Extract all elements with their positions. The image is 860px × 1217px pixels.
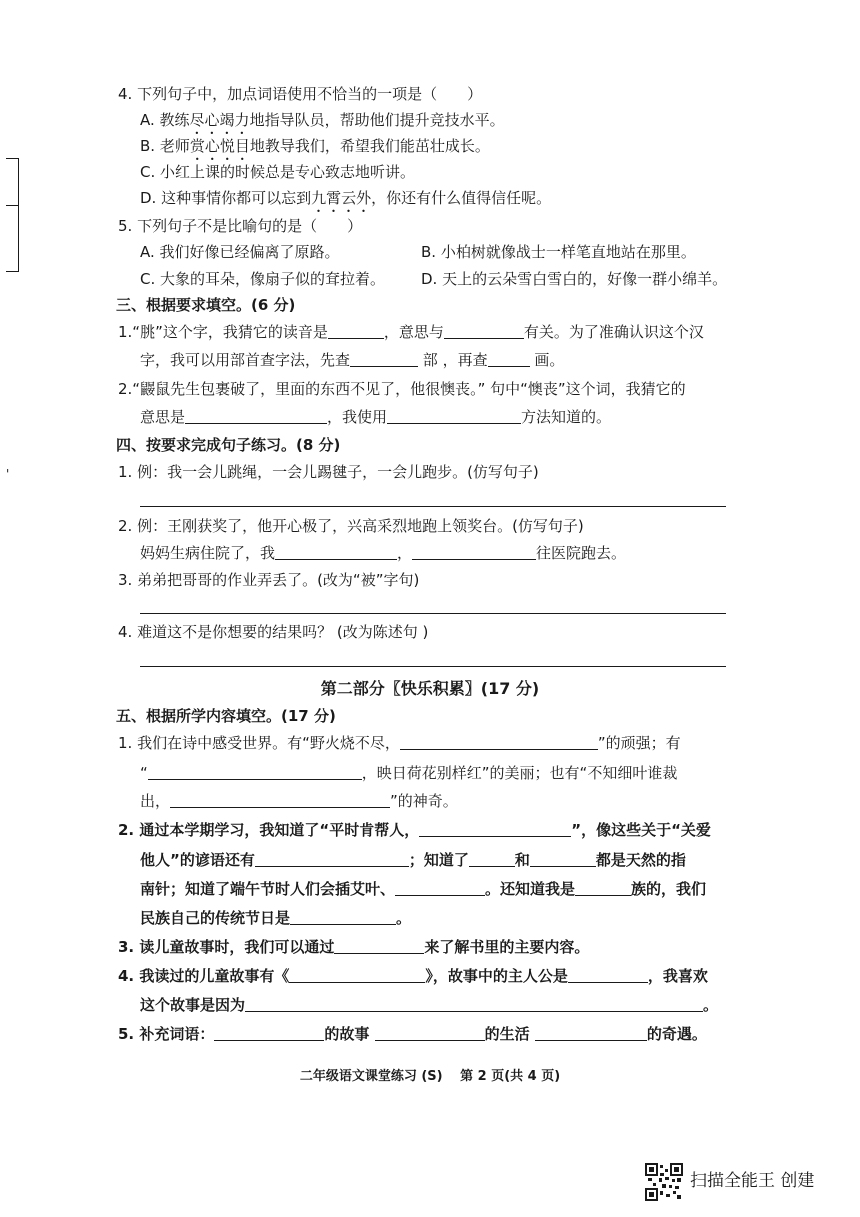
page-footer: 二年级语文课堂练习 (S) 第 2 页(共 4 页) <box>299 1069 561 1084</box>
q5-option-d: D. 天上的云朵雪白雪白的，好像一群小绵羊。 <box>421 270 728 288</box>
answer-blank[interactable] <box>419 821 571 837</box>
answer-blank[interactable] <box>185 408 327 424</box>
q4-stem: 4. 下列句子中，加点词语使用不恰当的一项是（ ） <box>118 85 483 103</box>
s5-q1-line1: 1. 我们在诗中感受世界。有“野火烧不尽， ”的顽强；有 <box>118 734 681 752</box>
s3-q1-line1: 1.“朓”这个字，我猜它的读音是 ，意思与 有关。为了准确认识这个汉 <box>118 323 704 341</box>
answer-blank[interactable] <box>530 851 596 867</box>
s5-q3: 3. 读儿童故事时，我们可以通过 来了解书里的主要内容。 <box>118 938 590 956</box>
answer-blank[interactable] <box>535 1025 647 1041</box>
qr-code-icon <box>645 1163 683 1201</box>
s4-q4: 4. 难道这不是你想要的结果吗？ (改为陈述句 ) <box>118 623 429 641</box>
answer-blank[interactable] <box>444 323 524 339</box>
s5-q2-line1: 2. 通过本学期学习，我知道了“平时肯帮人， ”，像这些关于“关爱 <box>118 821 711 839</box>
s4-q1: 1. 例：我一会儿跳绳，一会儿踢毽子，一会儿跑步。(仿写句子) <box>118 463 539 481</box>
s5-q5: 5. 补充词语： 的故事 的生活 的奇遇。 <box>118 1025 707 1043</box>
answer-blank[interactable] <box>395 880 485 896</box>
s5-q4-line1: 4. 我读过的儿童故事有《 》，故事中的主人公是 ，我喜欢 <box>118 967 708 985</box>
q4-option-c: C. 小红上课的时候总是专心致志地听讲。 <box>140 163 416 181</box>
answer-blank[interactable] <box>400 734 598 750</box>
s5-q2-line3: 南针；知道了端午节时人们会插艾叶、 。还知道我是 族的，我们 <box>140 880 707 898</box>
answer-blank[interactable] <box>412 544 536 560</box>
answer-blank[interactable] <box>290 909 396 925</box>
answer-blank[interactable] <box>255 851 409 867</box>
q4-option-b: B. 老师赏心悦目地教导我们，希望我们能茁壮成长。 <box>140 137 490 155</box>
section5-title: 五、根据所学内容填空。(17 分) <box>116 707 336 725</box>
part2-title: 第二部分〖快乐积累〗(17 分) <box>320 679 540 698</box>
q5-option-b: B. 小柏树就像战士一样笔直地站在那里。 <box>421 243 696 261</box>
s3-q2-line2: 意思是 ，我使用 方法知道的。 <box>140 408 612 426</box>
answer-blank[interactable] <box>334 938 424 954</box>
s5-q1-line2: “ ，映日荷花别样红”的美丽；也有“不知细叶谁裁 <box>140 764 678 782</box>
answer-blank[interactable] <box>469 851 515 867</box>
s4-q3: 3. 弟弟把哥哥的作业弄丢了。(改为“被”字句) <box>118 571 420 589</box>
s5-q2-line4: 民族自己的传统节日是 。 <box>140 909 412 927</box>
answer-line[interactable] <box>140 666 726 667</box>
binding-mark <box>6 158 19 272</box>
answer-blank[interactable] <box>328 323 384 339</box>
section4-title: 四、按要求完成句子练习。(8 分) <box>116 436 341 454</box>
answer-blank[interactable] <box>275 544 397 560</box>
answer-blank[interactable] <box>575 880 631 896</box>
answer-line[interactable] <box>140 506 726 507</box>
s4-q2-fill: 妈妈生病住院了，我 ， 往医院跑去。 <box>140 544 627 562</box>
q5-stem: 5. 下列句子不是比喻句的是（ ） <box>118 217 363 235</box>
q4-option-a: A. 教练尽心竭力地指导队员，帮助他们提升竞技水平。 <box>140 111 505 129</box>
answer-blank[interactable] <box>214 1025 324 1041</box>
section3-title: 三、根据要求填空。(6 分) <box>116 296 296 314</box>
answer-blank[interactable] <box>387 408 521 424</box>
answer-blank[interactable] <box>245 996 703 1012</box>
q5-option-a: A. 我们好像已经偏离了原路。 <box>140 243 340 261</box>
answer-blank[interactable] <box>350 351 418 367</box>
s5-q4-line2: 这个故事是因为 。 <box>140 996 719 1014</box>
answer-blank[interactable] <box>488 351 530 367</box>
s4-q2: 2. 例：王刚获奖了，他开心极了，兴高采烈地跑上领奖台。(仿写句子) <box>118 517 584 535</box>
answer-blank[interactable] <box>148 764 362 780</box>
q4-option-d: D. 这种事情你都可以忘到九霄云外，你还有什么值得信任呢。 <box>140 189 552 207</box>
answer-blank[interactable] <box>170 792 390 808</box>
margin-dot: ' <box>6 467 10 481</box>
q5-option-c: C. 大象的耳朵，像扇子似的耷拉着。 <box>140 270 386 288</box>
s5-q2-line2: 他人”的谚语还有 ；知道了 和 都是天然的指 <box>140 851 686 869</box>
s3-q1-line2: 字，我可以用部首查字法，先查 部 ，再查 画。 <box>140 351 565 369</box>
s3-q2-line1: 2.“鼹鼠先生包裹破了，里面的东西不见了，他很懊丧。” 句中“懊丧”这个词，我猜它的 <box>118 380 686 398</box>
scanner-watermark: 扫描全能王 创建 <box>690 1171 815 1191</box>
answer-blank[interactable] <box>568 967 648 983</box>
answer-line[interactable] <box>140 613 726 614</box>
binding-tick <box>6 205 18 206</box>
s5-q1-line3: 出， ”的神奇。 <box>140 792 458 810</box>
answer-blank[interactable] <box>289 967 425 983</box>
answer-blank[interactable] <box>375 1025 485 1041</box>
